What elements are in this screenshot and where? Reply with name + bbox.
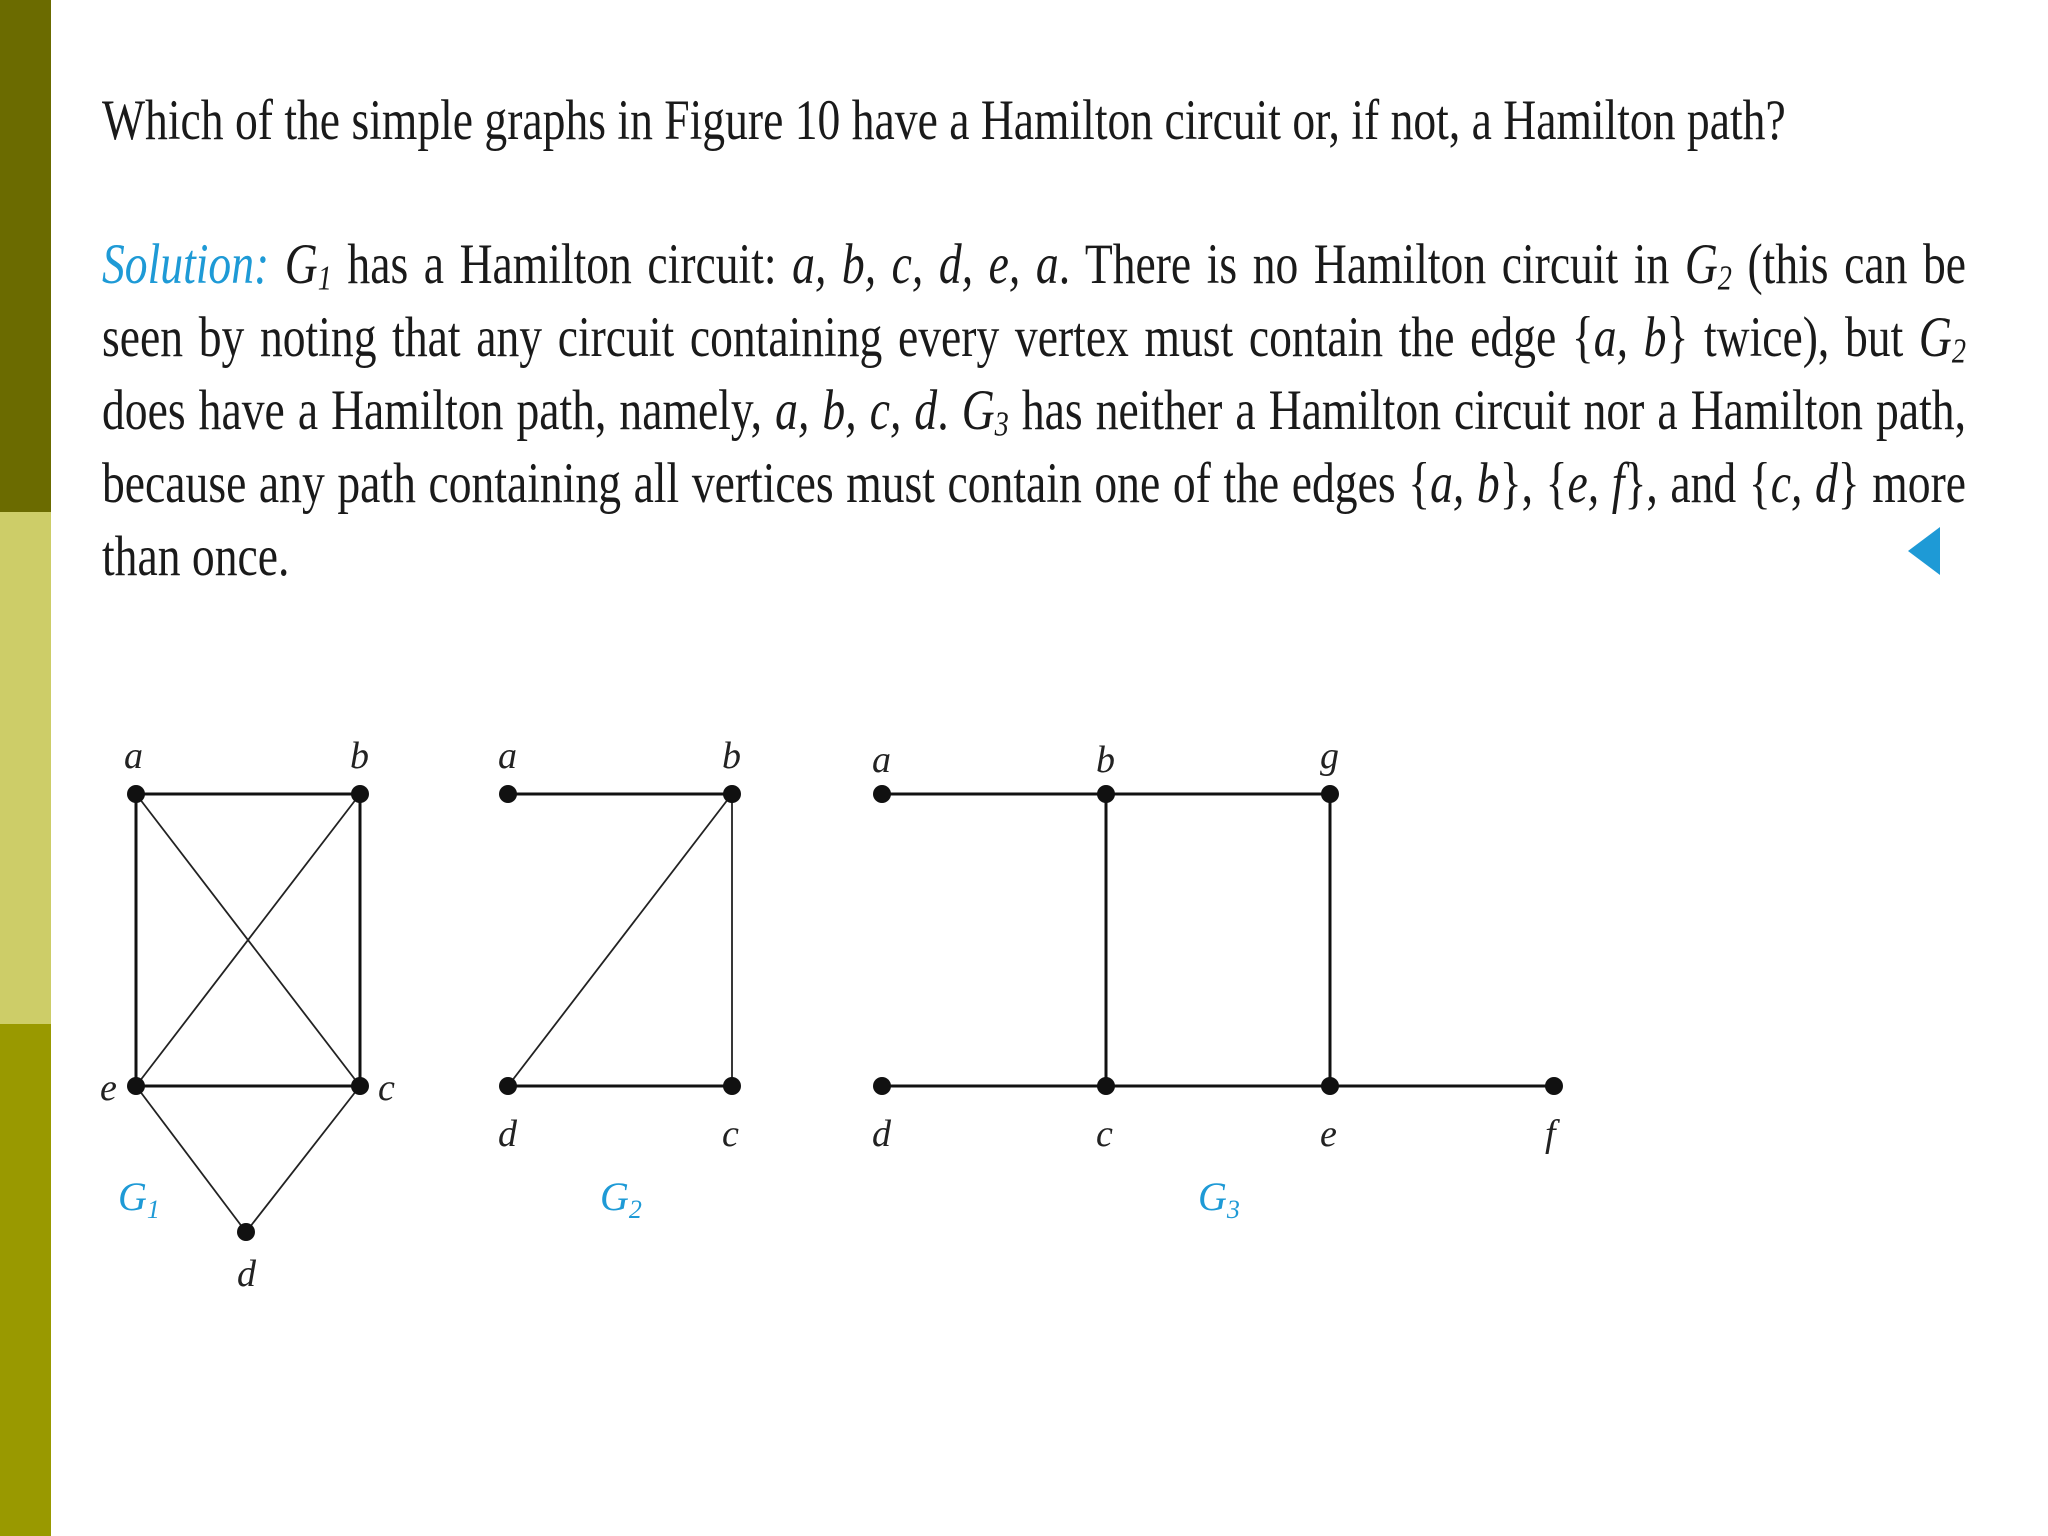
path-sequence: a, b, c, d — [775, 379, 938, 442]
solution-text: } twice), but — [1666, 306, 1919, 369]
vertex-g2-b — [723, 785, 741, 803]
vertex-g3-f — [1545, 1077, 1563, 1095]
vertex-g2-d — [499, 1077, 517, 1095]
edge-g1-c-d — [246, 1086, 360, 1232]
graph-ref-g2: $G_2$ — [1684, 233, 1732, 298]
graph-name-g1: $G_1$ — [118, 1174, 160, 1224]
vertex-g1-b — [351, 785, 369, 803]
vertex-g1-a — [127, 785, 145, 803]
solution-text: }, and { — [1624, 452, 1771, 515]
solution-text: . — [937, 379, 962, 442]
graph-ref-g1: $G_1$ — [284, 233, 332, 298]
graph-ref-g2: $G_2$ — [1918, 306, 1966, 371]
vertex-label-g2-a: a — [498, 735, 517, 777]
graph-name-g2: $G_2$ — [600, 1174, 642, 1224]
vertex-label-g3-a: a — [872, 739, 891, 781]
vertex-label-g1-a: a — [124, 735, 143, 777]
vertex-g3-e — [1321, 1077, 1339, 1095]
vertex-g1-d — [237, 1223, 255, 1241]
vertex-label-g1-c: c — [378, 1067, 395, 1109]
graph-g1 — [100, 735, 395, 1295]
vertex-label-g3-b: b — [1096, 739, 1115, 781]
vertex-label-g3-c: c — [1096, 1113, 1113, 1155]
solution-paragraph — [102, 228, 1966, 593]
solution-text: }, { — [1499, 452, 1568, 515]
vertex-label-g2-b: b — [722, 735, 741, 777]
graph-g2 — [498, 735, 741, 1224]
vertex-label-g1-b: b — [350, 735, 369, 777]
solution-lead: Solution: — [102, 233, 270, 296]
solution-text: (this can be seen by noting that any circuit containing every vertex must contain the edge { — [102, 233, 1967, 369]
graphs-figure — [0, 700, 1600, 1320]
vertex-label-g2-c: c — [722, 1113, 739, 1155]
vertex-g3-b — [1097, 785, 1115, 803]
vertex-g3-d — [873, 1077, 891, 1095]
solution-text: . There is no Hamilton circuit in — [1058, 233, 1685, 296]
vertex-label-g3-d: d — [872, 1113, 891, 1155]
vertex-g1-e — [127, 1077, 145, 1095]
vertex-g3-c — [1097, 1077, 1115, 1095]
vertex-g1-c — [351, 1077, 369, 1095]
vertex-label-g3-e: e — [1320, 1113, 1337, 1155]
graph-name-g3: $G_3$ — [1198, 1174, 1240, 1224]
edge-ref: a, b — [1430, 452, 1500, 515]
solution-text: does have a Hamilton path, namely, — [102, 379, 776, 442]
graph-g3 — [872, 735, 1563, 1224]
vertex-g3-g — [1321, 785, 1339, 803]
edge-ref: a, b — [1593, 306, 1667, 369]
solution-text: has a Hamilton circuit: — [331, 233, 793, 296]
question-text: Which of the simple graphs in Figure 10 have a Hamilton circuit or, if not, a Hamilton path? — [102, 89, 1786, 152]
vertex-g2-a — [499, 785, 517, 803]
vertex-label-g3-g: g — [1320, 735, 1339, 777]
vertex-label-g1-d: d — [237, 1253, 256, 1295]
sidebar-band-top — [0, 0, 51, 512]
vertex-g2-c — [723, 1077, 741, 1095]
end-of-solution-triangle-icon — [1908, 527, 1940, 575]
edge-g2-b-d — [508, 794, 732, 1086]
edge-ref: c, d — [1770, 452, 1838, 515]
vertex-label-g1-e: e — [100, 1067, 117, 1109]
circuit-sequence: a, b, c, d, e, a — [792, 233, 1059, 296]
vertex-label-g3-f: f — [1545, 1113, 1556, 1155]
solution-text: has neither a Hamilton circuit nor a Hamilton path, because any path containing all vertices must contain one of the edges { — [102, 379, 1966, 515]
vertex-label-g2-d: d — [498, 1113, 517, 1155]
vertex-g3-a — [873, 785, 891, 803]
edge-ref: e, f — [1567, 452, 1625, 515]
graph-ref-g3: $G_3$ — [961, 379, 1009, 444]
solution-text: } more than once. — [102, 452, 1967, 588]
